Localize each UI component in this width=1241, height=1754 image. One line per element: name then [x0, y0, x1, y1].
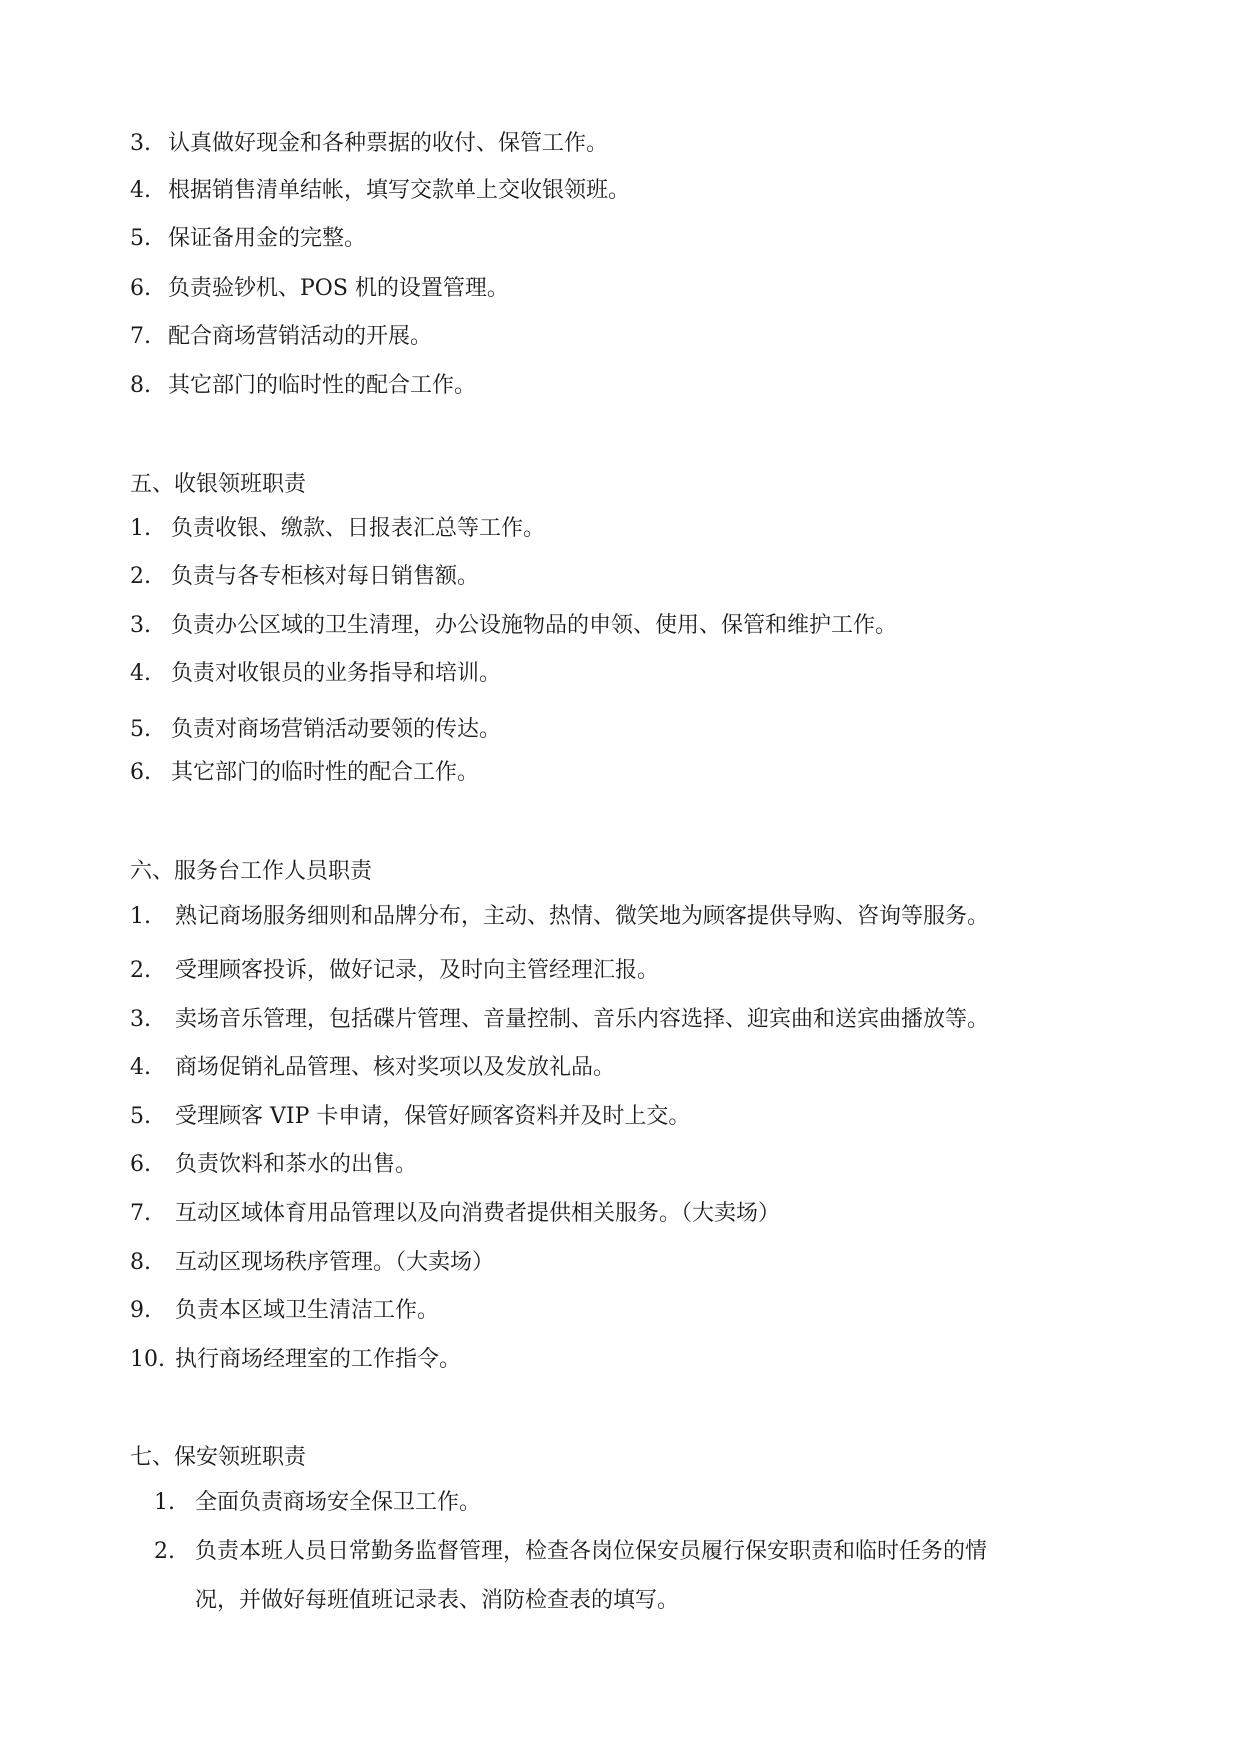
item-text: 其它部门的临时性的配合工作。: [171, 760, 480, 785]
list-item: [130, 224, 366, 254]
item-number: 2.: [130, 564, 151, 589]
list-item: [130, 956, 659, 986]
item-number: 5.: [130, 717, 151, 742]
list-item: [130, 659, 501, 689]
list-item: [130, 1199, 780, 1229]
item-text: 认真做好现金和各种票据的收付、保管工作。: [168, 131, 609, 156]
item-text: 其它部门的临时性的配合工作。: [168, 373, 477, 398]
item-number: 3.: [130, 613, 151, 638]
item-text: 负责与各专柜核对每日销售额。: [171, 564, 480, 589]
item-number: 6.: [130, 760, 151, 785]
list-item: [130, 1102, 690, 1132]
item-number: 8.: [130, 1250, 151, 1275]
item-text: 负责饮料和茶水的出售。: [175, 1152, 418, 1177]
item-text: 熟记商场服务细则和品牌分布，主动、热情、微笑地为顾客提供导购、咨询等服务。: [175, 904, 990, 929]
item-number: 4.: [130, 661, 151, 686]
item-number: 1.: [154, 1490, 175, 1515]
item-text: 互动区域体育用品管理以及向消费者提供相关服务。（大卖场）: [175, 1201, 781, 1226]
list-item: [154, 1537, 987, 1567]
item-number: 7.: [130, 324, 151, 349]
list-item: [130, 562, 479, 592]
list-item: [130, 322, 432, 352]
list-item: [130, 1150, 417, 1180]
item-text: 卖场音乐管理，包括碟片管理、音量控制、音乐内容选择、迎宾曲和送宾曲播放等。: [175, 1007, 990, 1032]
item-number: 8.: [130, 373, 151, 398]
list-item: [130, 176, 630, 206]
item-number: 10.: [130, 1347, 165, 1372]
item-number: 3.: [130, 131, 151, 156]
item-number: 5.: [130, 226, 151, 251]
item-number: 3.: [130, 1007, 151, 1032]
section-6-heading: 六、服务台工作人员职责: [130, 859, 373, 884]
item-text: 负责本班人员日常勤务监督管理，检查各岗位保安员履行保安职责和临时任务的情: [195, 1539, 988, 1564]
list-item: [130, 1005, 989, 1035]
list-item-continuation: 况，并做好每班值班记录表、消防检查表的填写。: [195, 1588, 680, 1613]
item-text: 全面负责商场安全保卫工作。: [195, 1490, 482, 1515]
list-item: [130, 715, 501, 745]
item-number: 1.: [130, 904, 151, 929]
list-item: [130, 611, 897, 641]
item-text: 负责办公区域的卫生清理，办公设施物品的申领、使用、保管和维护工作。: [171, 613, 898, 638]
item-number: 1.: [130, 516, 151, 541]
item-text: 负责收银、缴款、日报表汇总等工作。: [171, 516, 546, 541]
item-number: 9.: [130, 1298, 151, 1323]
item-text: 互动区现场秩序管理。（大卖场）: [175, 1250, 495, 1275]
item-number: 5.: [130, 1104, 151, 1129]
list-item: [154, 1488, 481, 1518]
item-text: 负责对商场营销活动要领的传达。: [171, 717, 502, 742]
item-text: 受理顾客 VIP 卡申请，保管好顾客资料并及时上交。: [175, 1104, 691, 1129]
list-item: [130, 758, 479, 788]
item-text: 执行商场经理室的工作指令。: [175, 1347, 462, 1372]
list-item: [130, 129, 608, 159]
item-text: 负责本区域卫生清洁工作。: [175, 1298, 440, 1323]
list-item: [130, 1053, 615, 1083]
item-number: 2.: [154, 1539, 175, 1564]
item-text: 商场促销礼品管理、核对奖项以及发放礼品。: [175, 1055, 616, 1080]
list-item: [130, 371, 476, 401]
list-item: [130, 902, 989, 932]
item-text: 保证备用金的完整。: [168, 226, 367, 251]
list-item: [130, 514, 545, 544]
item-text: 受理顾客投诉，做好记录，及时向主管经理汇报。: [175, 958, 660, 983]
section-5-heading: 五、收银领班职责: [130, 472, 307, 497]
item-number: 7.: [130, 1201, 151, 1226]
section-7-heading: 七、保安领班职责: [130, 1445, 307, 1470]
list-item: [130, 1248, 494, 1278]
item-number: 4.: [130, 178, 151, 203]
list-item: [130, 274, 509, 304]
list-item: [130, 1296, 439, 1326]
item-number: 2.: [130, 958, 151, 983]
item-number: 6.: [130, 1152, 151, 1177]
item-text: 负责验钞机、POS 机的设置管理。: [168, 276, 509, 301]
item-number: 4.: [130, 1055, 151, 1080]
item-text: 负责对收银员的业务指导和培训。: [171, 661, 502, 686]
item-text: 配合商场营销活动的开展。: [168, 324, 433, 349]
list-item: [130, 1345, 461, 1375]
item-number: 6.: [130, 276, 151, 301]
item-text: 根据销售清单结帐，填写交款单上交收银领班。: [168, 178, 631, 203]
